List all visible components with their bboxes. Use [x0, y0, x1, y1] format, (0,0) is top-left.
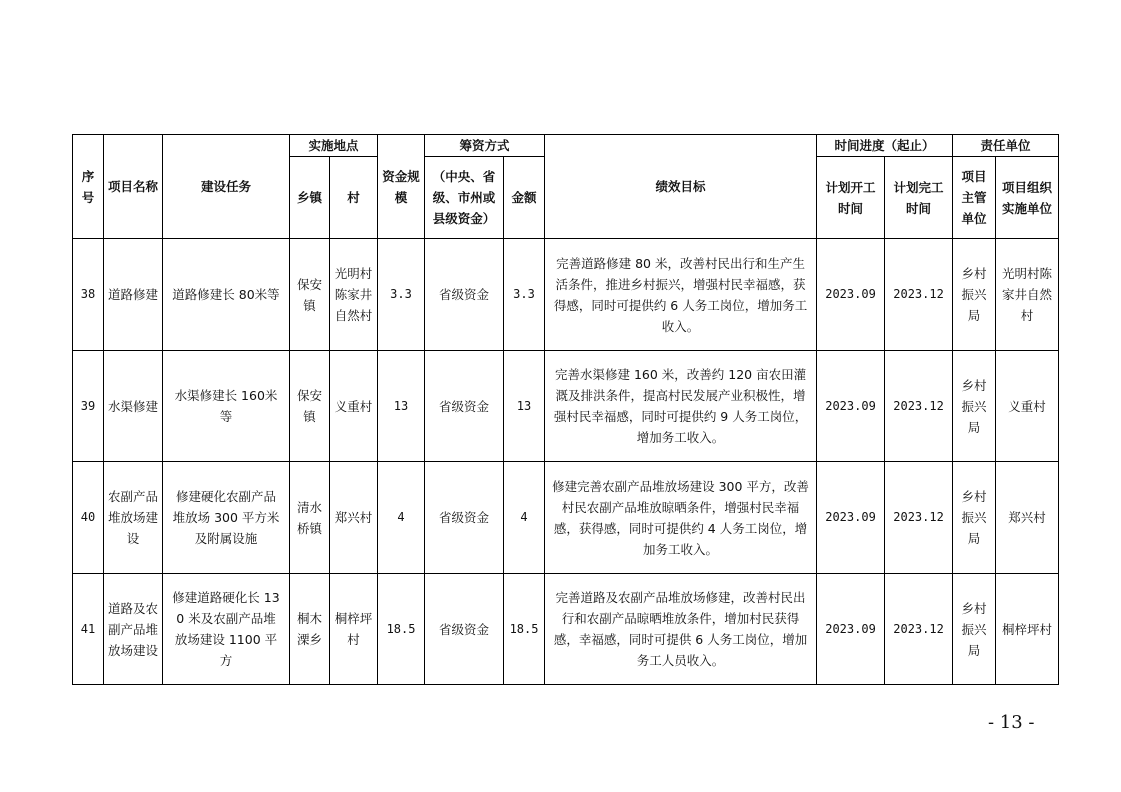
- cell-org: 义重村: [996, 351, 1059, 462]
- cell-goal: 完善道路修建 80 米，改善村民出行和生产生活条件，推进乡村振兴，增强村民幸福感，获得感，同时可提供约 6 人务工岗位，增加务工收入。: [545, 239, 817, 351]
- cell-source: 省级资金: [425, 351, 504, 462]
- cell-end: 2023.12: [885, 239, 953, 351]
- cell-org: 郑兴村: [996, 462, 1059, 574]
- cell-end: 2023.12: [885, 462, 953, 574]
- cell-seq: 38: [73, 239, 104, 351]
- header-scale: 资金规模: [378, 135, 425, 239]
- cell-amount: 18.5: [504, 574, 545, 685]
- header-funding-source: （中央、省级、市州或县级资金）: [425, 157, 504, 239]
- cell-amount: 3.3: [504, 239, 545, 351]
- header-township: 乡镇: [290, 157, 330, 239]
- cell-dept: 乡村振兴局: [953, 574, 996, 685]
- table-row: [73, 351, 1059, 462]
- header-org: 项目组织实施单位: [996, 157, 1059, 239]
- header-seq: 序号: [73, 135, 104, 239]
- cell-start: 2023.09: [817, 239, 885, 351]
- cell-village: 郑兴村: [330, 462, 378, 574]
- cell-task: 道路修建长 80米等: [163, 239, 290, 351]
- cell-amount: 4: [504, 462, 545, 574]
- cell-township: 清水桥镇: [290, 462, 330, 574]
- cell-amount: 13: [504, 351, 545, 462]
- page-number: - 13 -: [988, 712, 1035, 733]
- cell-scale: 13: [378, 351, 425, 462]
- cell-start: 2023.09: [817, 462, 885, 574]
- cell-village: 义重村: [330, 351, 378, 462]
- cell-name: 道路及农副产品堆放场建设: [104, 574, 163, 685]
- header-schedule: 时间进度（起止）: [817, 135, 953, 157]
- header-end: 计划完工时间: [885, 157, 953, 239]
- cell-goal: 完善道路及农副产品堆放场修建，改善村民出行和农副产品晾晒堆放条件，增加村民获得感，幸福感，同时可提供 6 人务工岗位，增加务工人员收入。: [545, 574, 817, 685]
- cell-org: 光明村陈家井自然村: [996, 239, 1059, 351]
- table-row: [73, 574, 1059, 685]
- header-location: 实施地点: [290, 135, 378, 157]
- header-task: 建设任务: [163, 135, 290, 239]
- cell-source: 省级资金: [425, 574, 504, 685]
- cell-task: 修建道路硬化长 130 米及农副产品堆放场建设 1100 平方: [163, 574, 290, 685]
- cell-goal: 完善水渠修建 160 米，改善约 120 亩农田灌溉及排洪条件，提高村民发展产业积极性，增强村民幸福感，同时可提供约 9 人务工岗位，增加务工收入。: [545, 351, 817, 462]
- header-responsible: 责任单位: [953, 135, 1059, 157]
- cell-seq: 41: [73, 574, 104, 685]
- header-amount: 金额: [504, 157, 545, 239]
- cell-scale: 3.3: [378, 239, 425, 351]
- cell-end: 2023.12: [885, 351, 953, 462]
- cell-name: 道路修建: [104, 239, 163, 351]
- cell-name: 水渠修建: [104, 351, 163, 462]
- cell-scale: 18.5: [378, 574, 425, 685]
- cell-end: 2023.12: [885, 574, 953, 685]
- cell-task: 水渠修建长 160米等: [163, 351, 290, 462]
- cell-township: 保安镇: [290, 239, 330, 351]
- cell-seq: 39: [73, 351, 104, 462]
- cell-goal: 修建完善农副产品堆放场建设 300 平方，改善村民农副产品堆放晾晒条件，增强村民幸福感，获得感，同时可提供约 4 人务工岗位，增加务工收入。: [545, 462, 817, 574]
- cell-source: 省级资金: [425, 239, 504, 351]
- cell-village: 桐梓坪村: [330, 574, 378, 685]
- cell-dept: 乡村振兴局: [953, 351, 996, 462]
- cell-start: 2023.09: [817, 574, 885, 685]
- cell-seq: 40: [73, 462, 104, 574]
- cell-township: 桐木溧乡: [290, 574, 330, 685]
- cell-dept: 乡村振兴局: [953, 239, 996, 351]
- cell-scale: 4: [378, 462, 425, 574]
- cell-village: 光明村陈家井自然村: [330, 239, 378, 351]
- header-name: 项目名称: [104, 135, 163, 239]
- cell-name: 农副产品堆放场建设: [104, 462, 163, 574]
- header-funding: 筹资方式: [425, 135, 545, 157]
- cell-start: 2023.09: [817, 351, 885, 462]
- header-start: 计划开工时间: [817, 157, 885, 239]
- table-row: [73, 239, 1059, 351]
- table-row: [73, 462, 1059, 574]
- cell-task: 修建硬化农副产品堆放场 300 平方米及附属设施: [163, 462, 290, 574]
- cell-org: 桐梓坪村: [996, 574, 1059, 685]
- project-table: [72, 134, 1059, 685]
- cell-source: 省级资金: [425, 462, 504, 574]
- cell-township: 保安镇: [290, 351, 330, 462]
- header-village: 村: [330, 157, 378, 239]
- header-dept: 项目主管单位: [953, 157, 996, 239]
- header-goal: 绩效目标: [545, 135, 817, 239]
- cell-dept: 乡村振兴局: [953, 462, 996, 574]
